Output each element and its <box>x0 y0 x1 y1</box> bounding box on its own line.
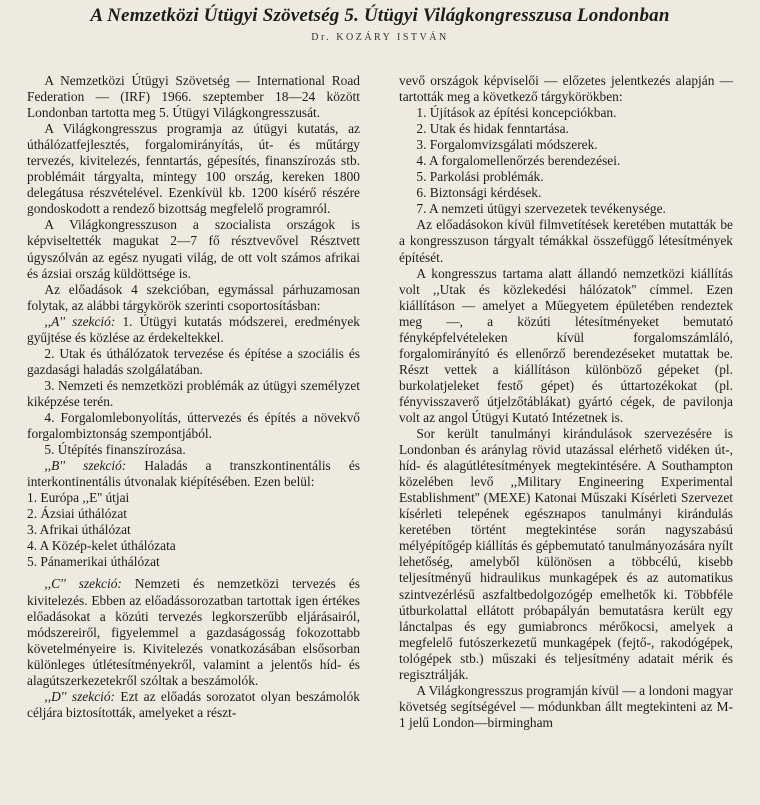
section-c-label: ,,C'' szekció: <box>44 576 122 592</box>
right-column <box>399 73 733 731</box>
section-a-item: 3. Nemzeti és nemzetközi problémák az útügyi személyzet kiképzése terén. <box>27 377 360 409</box>
topic-item: 3. Forgalomvizsgálati módszerek. <box>416 137 598 153</box>
paragraph-sections-intro: Az előadások 4 szekcióban, egymással párhuzamosan folytak, az alábbi tárgykörök szerinti csoportosításban: <box>27 281 360 313</box>
section-c-paragraph <box>27 576 360 688</box>
section-b-paragraph <box>27 458 360 490</box>
article-author: Dr. KOZÁRY ISTVÁN <box>311 32 449 43</box>
section-b-item: 3. Afrikai úthálózat <box>27 522 131 538</box>
topic-item: 4. A forgalomellenőrzés berendezései. <box>416 153 621 169</box>
section-a-text: 1. Útügyi kutatás módszerei, eredmények gyűjtése és közlése az érdekeltekkel. <box>27 313 361 345</box>
section-a-paragraph <box>27 314 360 346</box>
section-b-item: 1. Európa ,,E'' útjai <box>27 490 130 506</box>
topic-item: 2. Utak és hidak fenntartása. <box>416 121 569 137</box>
section-b-item: 5. Pánamerikai úthálózat <box>27 554 160 570</box>
paragraph-intro: A Nemzetközi Útügyi Szövetség — International Road Federation — (IRF) 1966. szeptember 18—24 között Londonban tartotta meg 5. Útügyi Világkongresszusát. <box>27 73 360 121</box>
paragraph-program: A Világkongresszus programja az útügyi kutatás, az úthálózatfejlesztés, forgalomirányítás, út- és műtárgy tervezés, kivitelezés, fenntartás, gépesítés, finanszírozás stb. problémáit tárgyalta, mintegy 100 ország, kereken 1800 delegátusa részvételével. Ezenkívül kb. 1200 kísérő részére gondoskodott a rendező bizottság megfelelő programról. <box>27 121 360 217</box>
paragraph-embassy: A Világkongresszus programján kívül — a londoni magyar követség segítségével — módunkban állt megtekinteni az M-1 jelű London—birmingham <box>399 682 733 730</box>
paragraph-films: Az előadásokon kívül filmvetítések keretében mutatták be a kongresszuson tárgyalt témákkal összefüggő létesítmények építését. <box>399 217 733 265</box>
section-b-label: ,,B'' szekció: <box>44 458 127 474</box>
paragraph-exhibition: A kongresszus tartama alatt állandó nemzetközi kiállítás volt ,,Utak és közlekedési hálózatok'' címmel. Ezen kiállításon — amelyet a Műegyetem épületében rendeztek meg —, a közúti létesítményeket bemutató fényképfelvételeken kívül forgalomszámláló, forgalomirányító és ellenőrző berendezéseket mutattak be. Részt vettek a kiállításon különböző gépeket (pl. burkolatjeleket festő gépet) és úttartozékokat (pl. fényvisszaverő útjelzőtáblákat) gyártó cégek, de pavilonja volt az angol Útügyi Kutató Intézetnek is. <box>399 265 733 425</box>
topic-item: 5. Parkolási problémák. <box>416 169 544 185</box>
section-a-item: 5. Útépítés finanszírozása. <box>44 442 186 458</box>
paragraph-excursions: Sor került tanulmányi kirándulások szervezésére is Londonban és aránylag rövid utazással elérhető vidéken út-, híd- és alagútlétesítmények megtekintésére. A Southampton közelében levő ,,Military Engineering Experimental Establishment'' (MEXE) Katonai Műszaki Kísérleti Szervezet kísérleti telepének egészнapos tanulmányi kirándulás keretében történt megtekintése során nagyszabású mélyépítőgép kiállítás és gépbemutató tanulmányozására nyílt lehetőség, amelyből különösen a többcélú, kisebb teljesítményű hidraulikus munkagépek és az automatikus szintvezérlésű aszfaltbedolgozógép emelhetők ki. Többféle útburkolattal ellátott próbapályán bemutatásra került egy lánctalpas és egy gumiabroncs mérőkocsi, amelyek a megfelelő futószerkezetű munkagépek (fejtő-, rakodógépek, tológépek stb.) műszaki és teljesítmény adatait mérik és regisztrálják. <box>399 426 733 682</box>
section-d-text: Ezt az előadás sorozatot olyan beszámolók céljára biztosították, amelyeket a részt- <box>27 688 360 720</box>
article-title: A Nemzetközi Útügyi Szövetség 5. Útügyi Világkongresszusa Londonban <box>90 5 670 26</box>
section-d-paragraph <box>27 689 360 721</box>
topic-item: 1. Újítások az építési koncepciókban. <box>416 105 617 121</box>
section-d-label: ,,D'' szekció: <box>44 688 116 704</box>
topic-item: 7. A nemzeti útügyi szervezetek tevékenysége. <box>416 201 666 217</box>
topic-item: 6. Biztonsági kérdések. <box>416 185 542 201</box>
paragraph-participants: A Világkongresszuson a szocialista országok is képviseltették magukat 2—7 fő résztvevővel Résztvett úgyszólván az egész nyugati világ, de ott volt számos afrikai és ázsiai ország küldöttsége is. <box>27 217 360 281</box>
paragraph-continuation: vevő országok képviselői — előzetes jelentkezés alapján — tartották meg a következő tárgykörökben: <box>399 73 733 105</box>
section-c-text: Nemzeti és nemzetközi tervezés és kivitelezés. Ebben az előadássorozatban tartottak igen értékes előadásokat a közúti tervezés legkorszerűbb eljárásairól, módszereiről, figyelemmel a gazdaságosság fokozottabb követelményeire is. Kivitelezés vonatkozásában elsősorban különleges útlétesítményekről, valamint a jelentős híd- és alagútszerkezetekről szóltak a beszámolók. <box>27 576 360 688</box>
section-a-item: 4. Forgalomlebonyolítás, úttervezés és építés a növekvő forgalombiztonság szempontjából. <box>27 409 360 442</box>
section-a-label: ,,A'' szekció: <box>44 313 116 329</box>
section-b-item: 2. Ázsiai úthálózat <box>27 506 128 522</box>
left-column <box>27 73 360 721</box>
section-a-item: 2. Utak és úthálózatok tervezése és építése a szociális és gazdasági haladás szolgálatában. <box>27 345 360 377</box>
section-b-text: Haladás a transzkontinentális és interkontinentális útvonalak kiépítésében. Ezen belül: <box>27 458 360 490</box>
section-b-item: 4. A Közép-kelet úthálózata <box>27 538 176 554</box>
